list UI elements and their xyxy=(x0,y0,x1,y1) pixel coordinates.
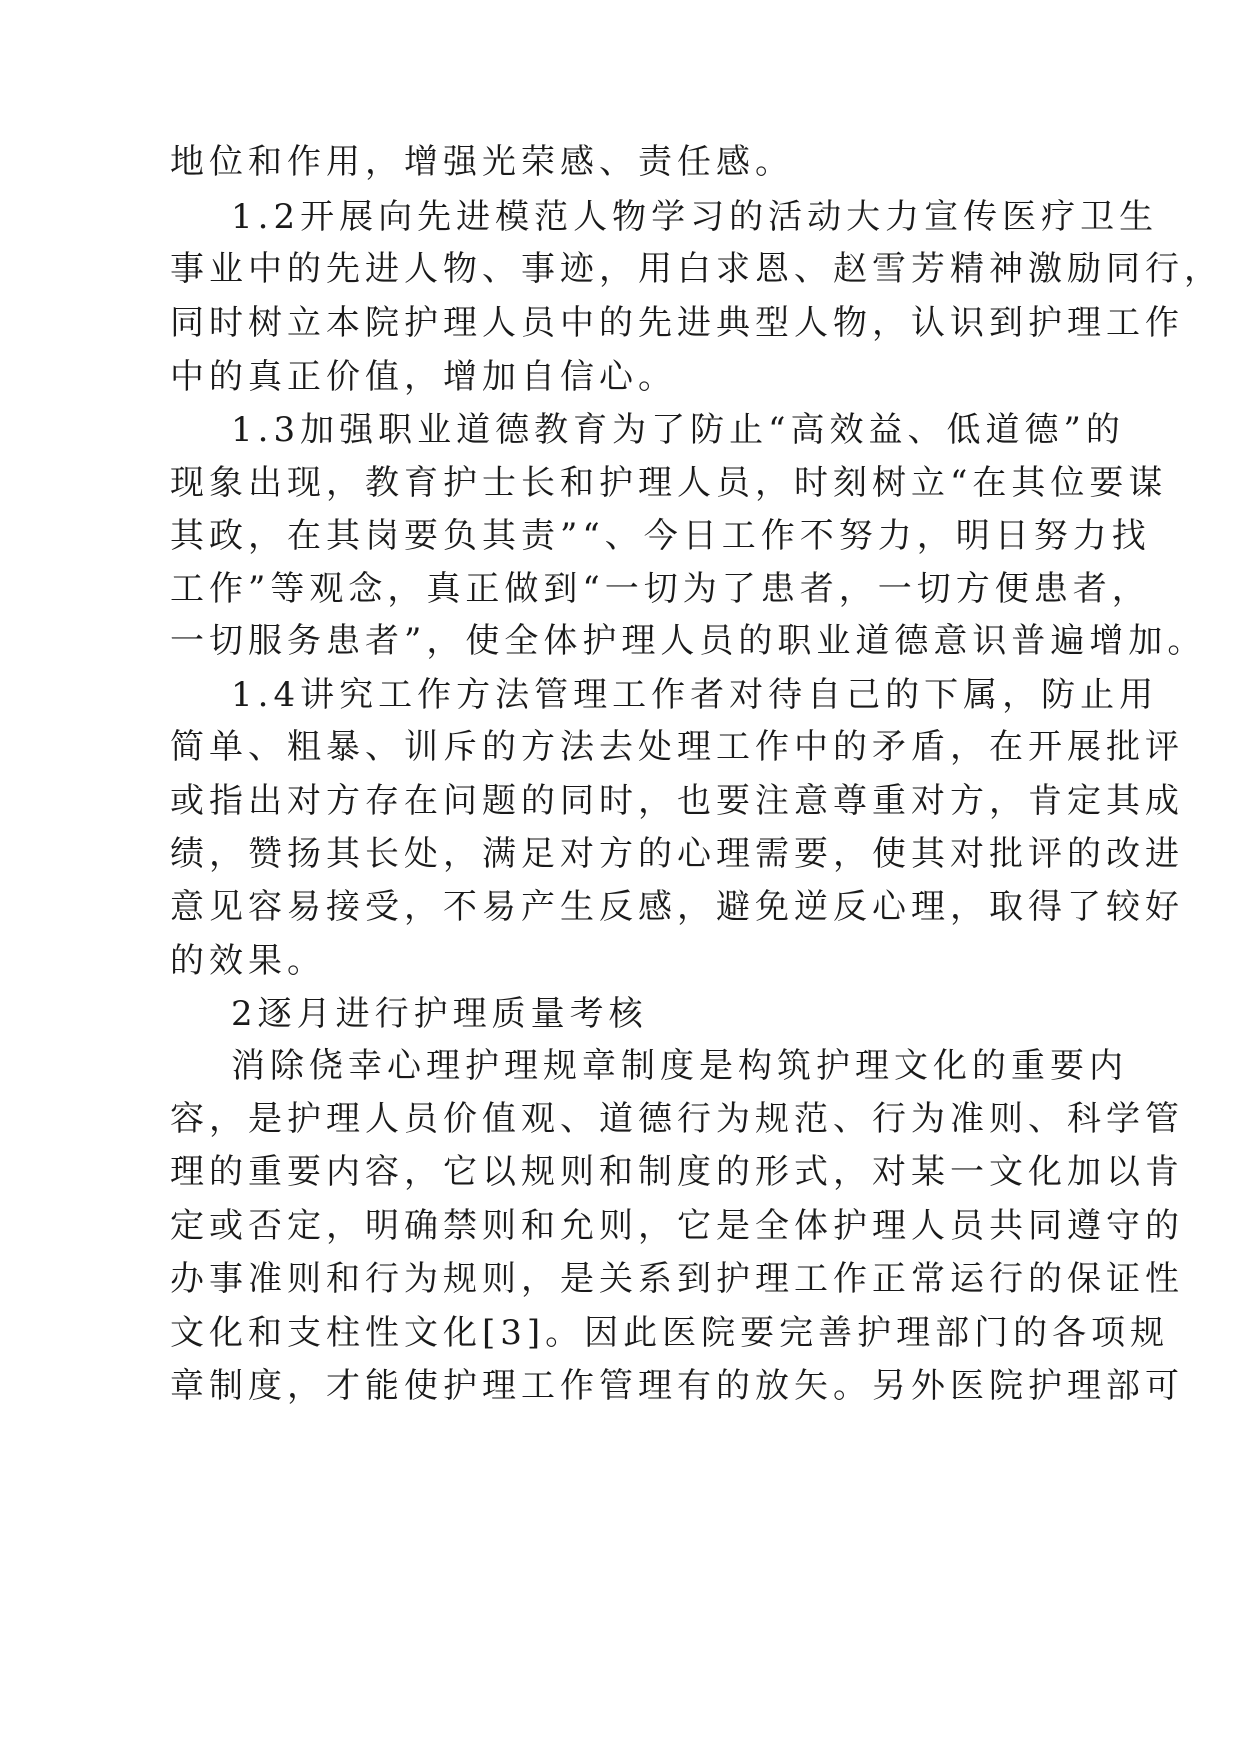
text-line: 文化和支柱性文化[3]。因此医院要完善护理部门的各项规 xyxy=(170,1313,1170,1353)
text-line: 1.4讲究工作方法管理工作者对待自己的下属，防止用 xyxy=(231,675,1159,715)
text-line: 定或否定，明确禁则和允则，它是全体护理人员共同遵守的 xyxy=(170,1206,1184,1246)
text-line: 1.3加强职业道德教育为了防止“高效益、低道德”的 xyxy=(231,410,1125,450)
text-line: 中的真正价值，增加自信心。 xyxy=(170,357,677,397)
text-line: 绩，赞扬其长处，满足对方的心理需要，使其对批评的改进 xyxy=(170,834,1184,874)
text-line: 或指出对方存在问题的同时，也要注意尊重对方，肯定其成 xyxy=(170,781,1184,821)
text-line: 理的重要内容，它以规则和制度的形式，对某一文化加以肯 xyxy=(170,1152,1184,1192)
text-line: 办事准则和行为规则，是关系到护理工作正常运行的保证性 xyxy=(170,1259,1184,1299)
text-line: 1.2开展向先进模范人物学习的活动大力宣传医疗卫生 xyxy=(231,197,1159,237)
text-line: 消除侥幸心理护理规章制度是构筑护理文化的重要内 xyxy=(231,1046,1128,1086)
text-line: 地位和作用，增强光荣感、责任感。 xyxy=(170,142,794,182)
text-line: 的效果。 xyxy=(170,941,326,981)
text-line: 事业中的先进人物、事迹，用白求恩、赵雪芳精神激励同行， xyxy=(170,249,1223,289)
text-line: 简单、粗暴、训斥的方法去处理工作中的矛盾，在开展批评 xyxy=(170,727,1184,767)
text-line: 容，是护理人员价值观、道德行为规范、行为准则、科学管 xyxy=(170,1099,1184,1139)
text-line: 现象出现，教育护士长和护理人员，时刻树立“在其位要谋 xyxy=(170,463,1168,503)
text-line: 意见容易接受，不易产生反感，避免逆反心理，取得了较好 xyxy=(170,887,1184,927)
text-line: 章制度，才能使护理工作管理有的放矢。另外医院护理部可 xyxy=(170,1366,1184,1406)
section-heading: 2逐月进行护理质量考核 xyxy=(231,994,648,1034)
text-line: 同时树立本院护理人员中的先进典型人物，认识到护理工作 xyxy=(170,303,1184,343)
text-line: 工作”等观念，真正做到“一切为了患者，一切方便患者， xyxy=(170,569,1151,609)
text-line: 其政，在其岗要负其责”“、今日工作不努力，明日努力找 xyxy=(170,516,1151,556)
text-line: 一切服务患者”，使全体护理人员的职业道德意识普遍增加。 xyxy=(170,621,1207,661)
